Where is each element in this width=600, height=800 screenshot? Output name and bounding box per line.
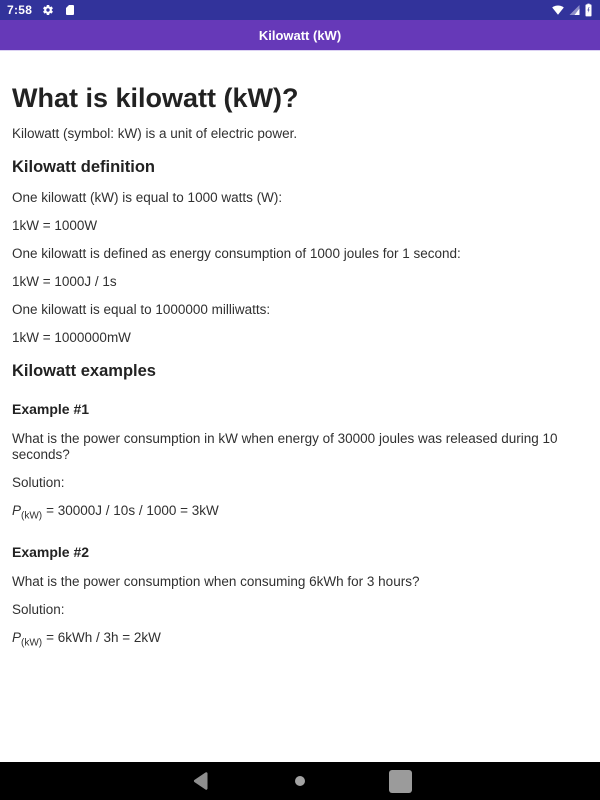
definition-paragraph-3: One kilowatt is equal to 1000000 milliwatts:: [12, 302, 271, 317]
status-time: 7:58: [7, 3, 33, 17]
example2-formula: [12, 630, 588, 652]
settings-gear-icon: [42, 4, 54, 16]
power-subscript: (kW): [21, 637, 43, 649]
example1-formula: [12, 503, 588, 525]
status-bar: [0, 0, 600, 20]
home-dot-icon: [295, 776, 305, 786]
equation-watts: 1kW = 1000W: [12, 218, 98, 233]
back-button[interactable]: [178, 762, 222, 800]
sd-card-icon: [64, 4, 76, 16]
example2-solution-label: Solution:: [12, 601, 65, 617]
recents-square-icon: [389, 770, 412, 793]
recents-button[interactable]: [378, 762, 422, 800]
page-title: What is kilowatt (kW)?: [12, 83, 299, 113]
battery-icon: [584, 3, 593, 17]
examples-heading: Kilowatt examples: [12, 362, 156, 380]
back-triangle-icon: [190, 769, 211, 793]
example2-question: What is the power consumption when consuming 6kWh for 3 hours?: [12, 573, 420, 589]
definition-paragraph-1: One kilowatt (kW) is equal to 1000 watts (W):: [12, 190, 283, 205]
power-symbol: P: [12, 503, 22, 518]
example1-title: Example #1: [12, 401, 90, 417]
app-bar-title: Kilowatt (kW): [258, 27, 342, 43]
example2-title: Example #2: [12, 543, 90, 560]
formula-expression: = 30000J / 10s / 1000 = 3kW: [46, 503, 219, 518]
power-subscript: (kW): [21, 510, 43, 522]
status-bar-left: [7, 3, 76, 17]
example1-solution-label: Solution:: [12, 475, 65, 490]
equation-milliwatts: 1kW = 1000000mW: [12, 330, 131, 345]
power-symbol: P: [12, 629, 22, 645]
cellular-signal-icon: [568, 4, 581, 16]
definition-heading: Kilowatt definition: [12, 158, 155, 176]
status-bar-right: [551, 3, 593, 17]
home-button[interactable]: [278, 762, 322, 800]
example1-question: What is the power consumption in kW when energy of 30000 joules was released during 10 seconds?: [12, 431, 558, 462]
navigation-bar: [0, 762, 600, 800]
definition-paragraph-2: One kilowatt is defined as energy consumption of 1000 joules for 1 second:: [12, 246, 461, 261]
app-bar: [0, 20, 600, 50]
equation-joules: 1kW = 1000J / 1s: [12, 274, 117, 289]
wifi-icon: [551, 4, 565, 16]
article-content: [0, 50, 600, 762]
formula-expression: = 6kWh / 3h = 2kW: [46, 629, 161, 645]
intro-paragraph: Kilowatt (symbol: kW) is a unit of electric power.: [12, 126, 298, 141]
